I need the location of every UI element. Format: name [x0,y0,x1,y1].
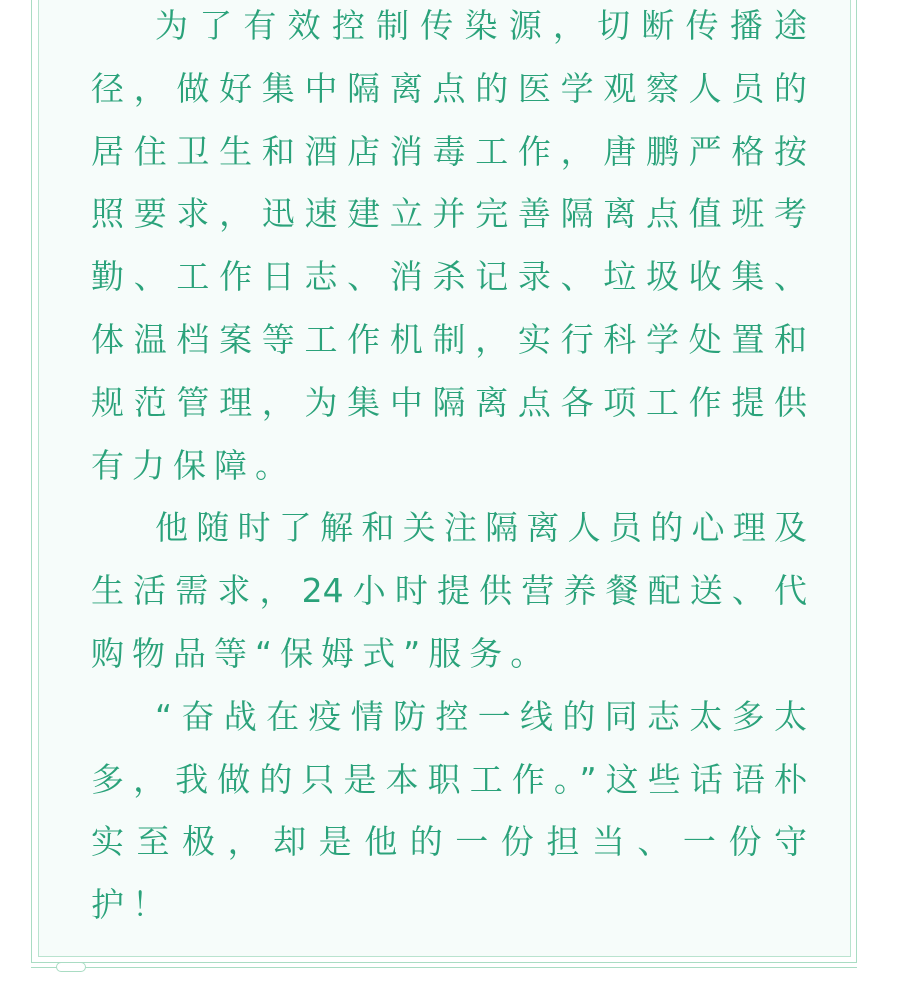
paragraph-1-line-4: 照要求，迅速建立并完善隔离点值班考 [91,194,807,234]
paragraph-1-line-6: 体温档案等工作机制，实行科学处置和 [91,319,807,359]
decorative-frame-bottom-line [31,967,857,968]
paragraph-2-line-2: 生活需求，24小时提供营养餐配送、代 [91,571,807,611]
paragraph-3-line-3: 实至极，却是他的一份担当、一份守 [91,822,807,862]
paragraph-3-line-1: “奋战在疫情防控一线的同志太多太 [155,696,807,736]
paragraph-1-line-7: 规范管理，为集中隔离点各项工作提供 [91,382,807,422]
paragraph-1-line-3: 居住卫生和酒店消毒工作，唐鹏严格按 [91,131,807,171]
paragraph-1-line-1: 为了有效控制传染源，切断传播途 [155,6,807,45]
paragraph-1-line-8: 有力保障。 [91,445,296,485]
paragraph-2-line-3: 购物品等“保姆式”服务。 [91,633,552,673]
paragraph-2-line-1: 他随时了解和关注隔离人员的心理及 [155,508,807,548]
paragraph-3-line-4: 护！ [91,885,173,925]
article-body [91,0,807,937]
paragraph-1-line-5: 勤、工作日志、消杀记录、垃圾收集、 [91,257,807,297]
paragraph-1-line-2: 径，做好集中隔离点的医学观察人员的 [91,68,807,108]
paragraph-3-line-2: 多，我做的只是本职工作。”这些话语朴 [91,759,807,799]
decorative-scroll-curl-icon [56,962,86,972]
